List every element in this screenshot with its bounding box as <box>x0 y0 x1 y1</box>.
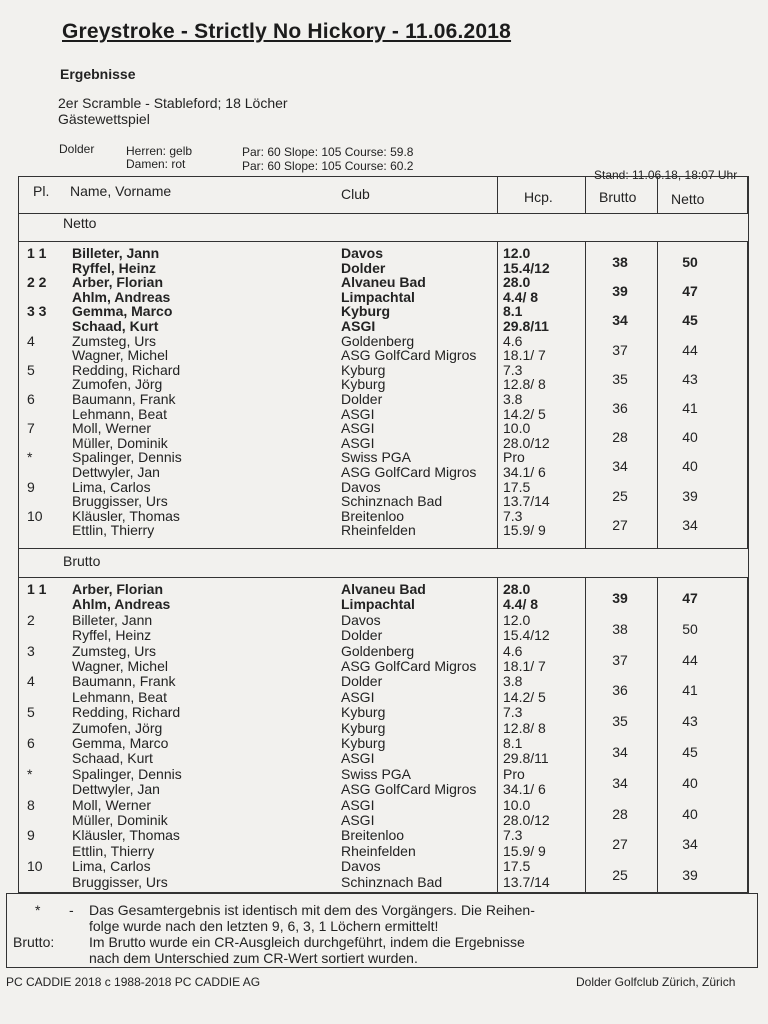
name-cell: Baumann, Frank <box>72 673 176 690</box>
divider <box>19 577 748 578</box>
hcp-cell: 15.4/12 <box>503 259 550 276</box>
netto-score: 44 <box>682 651 698 668</box>
club-cell: Dolder <box>341 259 386 276</box>
name-cell: Zumsteg, Urs <box>72 642 157 659</box>
name-cell: Ahlm, Andreas <box>72 288 171 305</box>
name-cell: Wagner, Michel <box>72 347 168 364</box>
place-cell: 2 <box>27 611 35 628</box>
club-cell: Kyburg <box>341 303 390 320</box>
hcp-cell: 4.4/ 8 <box>503 288 539 305</box>
column-header-place: Pl. <box>33 183 50 199</box>
footnote-brutto-text: nach dem Unterschied zum CR-Wert sortiert wurden. <box>89 950 418 966</box>
club-cell: Kyburg <box>341 376 386 393</box>
place-cell: 4 <box>27 673 35 690</box>
club-cell: Limpachtal <box>341 596 415 613</box>
name-cell: Ryffel, Heinz <box>72 627 152 644</box>
hcp-cell: 10.0 <box>503 420 531 437</box>
hcp-cell: 4.6 <box>503 642 523 659</box>
club-cell: ASG GolfCard Migros <box>341 781 477 798</box>
club-cell: Davos <box>341 858 381 875</box>
name-cell: Müller, Dominik <box>72 812 168 828</box>
club-cell: ASGI <box>341 420 375 437</box>
footnote-star-text: folge wurde nach den letzten 9, 6, 3, 1 Löchern ermittelt! <box>89 918 439 934</box>
brutto-score: 35 <box>612 713 628 730</box>
name-cell: Arber, Florian <box>72 581 164 597</box>
hcp-cell: 28.0 <box>503 581 531 597</box>
women-tee: Damen: rot <box>126 157 186 171</box>
netto-score: 39 <box>682 487 698 504</box>
competition-type: Gästewettspiel <box>58 111 150 127</box>
place-cell: * <box>27 765 33 782</box>
club-cell: ASGI <box>341 434 375 451</box>
club-cell: ASGI <box>341 812 375 828</box>
club-cell: ASG GolfCard Migros <box>341 464 477 480</box>
divider <box>657 177 658 213</box>
hcp-cell: 3.8 <box>503 391 523 407</box>
netto-score: 47 <box>682 590 698 606</box>
name-cell: Schaad, Kurt <box>72 318 159 334</box>
place-cell: 5 <box>27 361 35 378</box>
club-cell: Schinznach Bad <box>341 873 443 890</box>
hcp-cell: 7.3 <box>503 827 523 844</box>
brutto-score: 37 <box>612 341 628 358</box>
place-cell: 1 1 <box>27 245 47 261</box>
netto-score: 34 <box>682 516 698 533</box>
club-cell: Alvaneu Bad <box>341 274 426 291</box>
club-cell: ASGI <box>341 405 375 422</box>
name-cell: Bruggisser, Urs <box>72 873 168 890</box>
club-cell: Swiss PGA <box>341 765 412 782</box>
club-cell: ASGI <box>341 318 376 334</box>
hcp-cell: 18.1/ 7 <box>503 347 546 364</box>
netto-score: 41 <box>682 400 698 416</box>
netto-score: 43 <box>682 713 698 730</box>
hcp-cell: 17.5 <box>503 858 531 875</box>
hcp-cell: 7.3 <box>503 704 523 721</box>
footnote-brutto-text: Im Brutto wurde ein CR-Ausgleich durchgeführt, indem die Ergebnisse <box>89 934 525 950</box>
footnote-star-text: Das Gesamtergebnis ist identisch mit dem des Vorgängers. Die Reihen- <box>89 902 535 918</box>
netto-score: 43 <box>682 370 698 387</box>
name-cell: Baumann, Frank <box>72 391 176 407</box>
club-cell: Alvaneu Bad <box>341 581 426 597</box>
name-cell: Wagner, Michel <box>72 658 168 674</box>
netto-score: 40 <box>682 429 698 446</box>
divider <box>19 548 748 549</box>
netto-score: 40 <box>682 805 698 822</box>
place-cell: 6 <box>27 735 35 751</box>
footnote-star-marker: * <box>35 902 41 918</box>
place-cell: 10 <box>27 858 43 875</box>
footnotes <box>6 893 758 968</box>
name-cell: Arber, Florian <box>72 274 164 291</box>
name-cell: Ettlin, Thierry <box>72 522 155 539</box>
hcp-cell: 8.1 <box>503 303 523 320</box>
netto-score: 41 <box>682 682 698 699</box>
name-cell: Ahlm, Andreas <box>72 596 171 613</box>
hcp-cell: 18.1/ 7 <box>503 658 546 674</box>
hcp-cell: 15.4/12 <box>503 627 550 644</box>
name-cell: Spalinger, Dennis <box>72 449 182 466</box>
club-cell: Limpachtal <box>341 288 415 305</box>
name-cell: Billeter, Jann <box>72 245 160 261</box>
column-header-hcp: Hcp. <box>524 189 553 205</box>
column-header-club: Club <box>341 186 370 202</box>
competition-format: 2er Scramble - Stableford; 18 Löcher <box>58 95 288 111</box>
name-cell: Lima, Carlos <box>72 858 151 875</box>
name-cell: Ettlin, Thierry <box>72 842 155 859</box>
name-cell: Bruggisser, Urs <box>72 493 168 510</box>
hcp-cell: 10.0 <box>503 796 531 813</box>
place-cell: 9 <box>27 478 35 495</box>
club-cell: Goldenberg <box>341 332 415 349</box>
brutto-score: 37 <box>612 651 628 668</box>
place-cell: 8 <box>27 796 35 813</box>
brutto-score: 34 <box>612 744 628 760</box>
name-cell: Zumsteg, Urs <box>72 332 157 349</box>
place-cell: 4 <box>27 332 35 349</box>
column-header-name: Name, Vorname <box>70 183 172 199</box>
page-title: Greystroke - Strictly No Hickory - 11.06.2018 <box>62 20 512 43</box>
hcp-cell: 34.1/ 6 <box>503 464 546 480</box>
place-cell: 7 <box>27 420 35 437</box>
course-name: Dolder <box>59 142 95 156</box>
hcp-cell: 28.0 <box>503 274 531 291</box>
women-course-rating: Par: 60 Slope: 105 Course: 60.2 <box>242 159 414 173</box>
hcp-cell: 13.7/14 <box>503 493 550 510</box>
club-name: Dolder Golfclub Zürich, Zürich <box>576 975 736 989</box>
club-cell: Schinznach Bad <box>341 493 443 510</box>
brutto-score: 38 <box>612 254 628 270</box>
hcp-cell: 14.2/ 5 <box>503 405 546 422</box>
place-cell: 1 1 <box>27 581 47 597</box>
club-cell: Rheinfelden <box>341 842 416 859</box>
club-cell: Kyburg <box>341 735 386 751</box>
hcp-cell: 34.1/ 6 <box>503 781 546 798</box>
brutto-score: 27 <box>612 516 628 533</box>
results-heading: Ergebnisse <box>60 66 136 82</box>
divider <box>19 213 748 214</box>
hcp-cell: 4.6 <box>503 332 523 349</box>
hcp-cell: 15.9/ 9 <box>503 522 546 539</box>
divider <box>585 177 586 213</box>
men-course-rating: Par: 60 Slope: 105 Course: 59.8 <box>242 145 414 159</box>
section-title-netto: Netto <box>63 215 97 231</box>
place-cell: 3 3 <box>27 303 47 320</box>
name-cell: Zumofen, Jörg <box>72 719 163 736</box>
software-credit: PC CADDIE 2018 c 1988-2018 PC CADDIE AG <box>6 975 261 989</box>
club-cell: Swiss PGA <box>341 449 412 466</box>
club-cell: Dolder <box>341 627 383 644</box>
hcp-cell: 12.8/ 8 <box>503 719 546 736</box>
hcp-cell: 29.8/11 <box>503 318 549 334</box>
netto-score: 50 <box>682 620 698 637</box>
netto-score: 50 <box>682 254 698 270</box>
hcp-cell: Pro <box>503 449 525 466</box>
hcp-cell: 7.3 <box>503 507 523 524</box>
netto-score: 40 <box>682 458 698 475</box>
place-cell: 2 2 <box>27 274 47 291</box>
hcp-cell: 3.8 <box>503 673 523 690</box>
results-table <box>18 176 749 893</box>
brutto-score: 39 <box>612 590 628 606</box>
hcp-cell: 8.1 <box>503 735 523 751</box>
name-cell: Moll, Werner <box>72 420 152 437</box>
brutto-score: 35 <box>612 370 628 387</box>
hcp-cell: 29.8/11 <box>503 750 549 767</box>
netto-score: 47 <box>682 283 698 300</box>
place-cell: 9 <box>27 827 35 844</box>
name-cell: Lima, Carlos <box>72 478 151 495</box>
hcp-cell: 17.5 <box>503 478 531 495</box>
netto-score: 45 <box>682 312 698 329</box>
column-header-netto: Netto <box>671 191 705 207</box>
place-cell: 6 <box>27 391 35 407</box>
name-cell: Dettwyler, Jan <box>72 464 160 480</box>
brutto-score: 25 <box>612 487 628 504</box>
hcp-cell: 15.9/ 9 <box>503 842 546 859</box>
name-cell: Müller, Dominik <box>72 434 168 451</box>
place-cell: 3 <box>27 642 35 659</box>
hcp-cell: 28.0/12 <box>503 434 550 451</box>
brutto-score: 36 <box>612 400 628 416</box>
divider <box>497 177 498 213</box>
name-cell: Dettwyler, Jan <box>72 781 160 798</box>
netto-score: 34 <box>682 836 698 853</box>
netto-score: 40 <box>682 774 698 791</box>
club-cell: Davos <box>341 245 384 261</box>
name-cell: Lehmann, Beat <box>72 405 167 422</box>
brutto-score: 28 <box>612 805 628 822</box>
name-cell: Moll, Werner <box>72 796 152 813</box>
men-tee: Herren: gelb <box>126 144 193 158</box>
club-cell: ASGI <box>341 688 375 705</box>
brutto-score: 39 <box>612 283 628 300</box>
name-cell: Spalinger, Dennis <box>72 765 182 782</box>
name-cell: Redding, Richard <box>72 361 181 378</box>
hcp-cell: 28.0/12 <box>503 812 550 828</box>
name-cell: Gemma, Marco <box>72 735 169 751</box>
name-cell: Schaad, Kurt <box>72 750 153 767</box>
club-cell: Kyburg <box>341 719 386 736</box>
section-title-brutto: Brutto <box>63 553 101 569</box>
brutto-score: 34 <box>612 458 628 475</box>
hcp-cell: 7.3 <box>503 361 523 378</box>
divider <box>19 241 748 242</box>
name-cell: Ryffel, Heinz <box>72 259 157 276</box>
hcp-cell: 12.8/ 8 <box>503 376 546 393</box>
divider <box>747 177 748 213</box>
name-cell: Kläusler, Thomas <box>72 507 180 524</box>
footnote-star-dash: - <box>69 902 74 918</box>
club-cell: Kyburg <box>341 704 386 721</box>
place-cell: 5 <box>27 704 35 721</box>
name-cell: Redding, Richard <box>72 704 181 721</box>
brutto-score: 36 <box>612 682 628 699</box>
name-cell: Kläusler, Thomas <box>72 827 180 844</box>
place-cell: 10 <box>27 507 43 524</box>
club-cell: Rheinfelden <box>341 522 416 539</box>
name-cell: Billeter, Jann <box>72 611 153 628</box>
brutto-score: 28 <box>612 429 628 446</box>
club-cell: Dolder <box>341 391 383 407</box>
name-cell: Lehmann, Beat <box>72 688 167 705</box>
club-cell: ASG GolfCard Migros <box>341 658 477 674</box>
status-timestamp: Stand: 11.06.18, 18:07 Uhr <box>594 168 738 182</box>
name-cell: Gemma, Marco <box>72 303 173 320</box>
hcp-cell: 12.0 <box>503 611 531 628</box>
hcp-cell: 13.7/14 <box>503 873 550 890</box>
netto-score: 44 <box>682 341 698 358</box>
hcp-cell: Pro <box>503 765 525 782</box>
club-cell: ASG GolfCard Migros <box>341 347 477 364</box>
club-cell: Dolder <box>341 673 383 690</box>
netto-score: 45 <box>682 744 698 760</box>
brutto-score: 27 <box>612 836 628 853</box>
netto-score: 39 <box>682 867 698 884</box>
column-header-brutto: Brutto <box>599 189 637 205</box>
club-cell: ASGI <box>341 796 375 813</box>
club-cell: Davos <box>341 478 381 495</box>
hcp-cell: 4.4/ 8 <box>503 596 539 613</box>
place-cell: * <box>27 449 33 466</box>
hcp-cell: 14.2/ 5 <box>503 688 546 705</box>
club-cell: Kyburg <box>341 361 386 378</box>
brutto-score: 34 <box>612 774 628 791</box>
club-cell: ASGI <box>341 750 375 767</box>
brutto-score: 34 <box>612 312 628 329</box>
brutto-score: 25 <box>612 867 628 884</box>
club-cell: Goldenberg <box>341 642 415 659</box>
club-cell: Breitenloo <box>341 507 405 524</box>
name-cell: Zumofen, Jörg <box>72 376 163 393</box>
club-cell: Davos <box>341 611 381 628</box>
club-cell: Breitenloo <box>341 827 405 844</box>
brutto-score: 38 <box>612 620 628 637</box>
footnote-brutto-marker: Brutto: <box>13 934 55 950</box>
hcp-cell: 12.0 <box>503 245 531 261</box>
